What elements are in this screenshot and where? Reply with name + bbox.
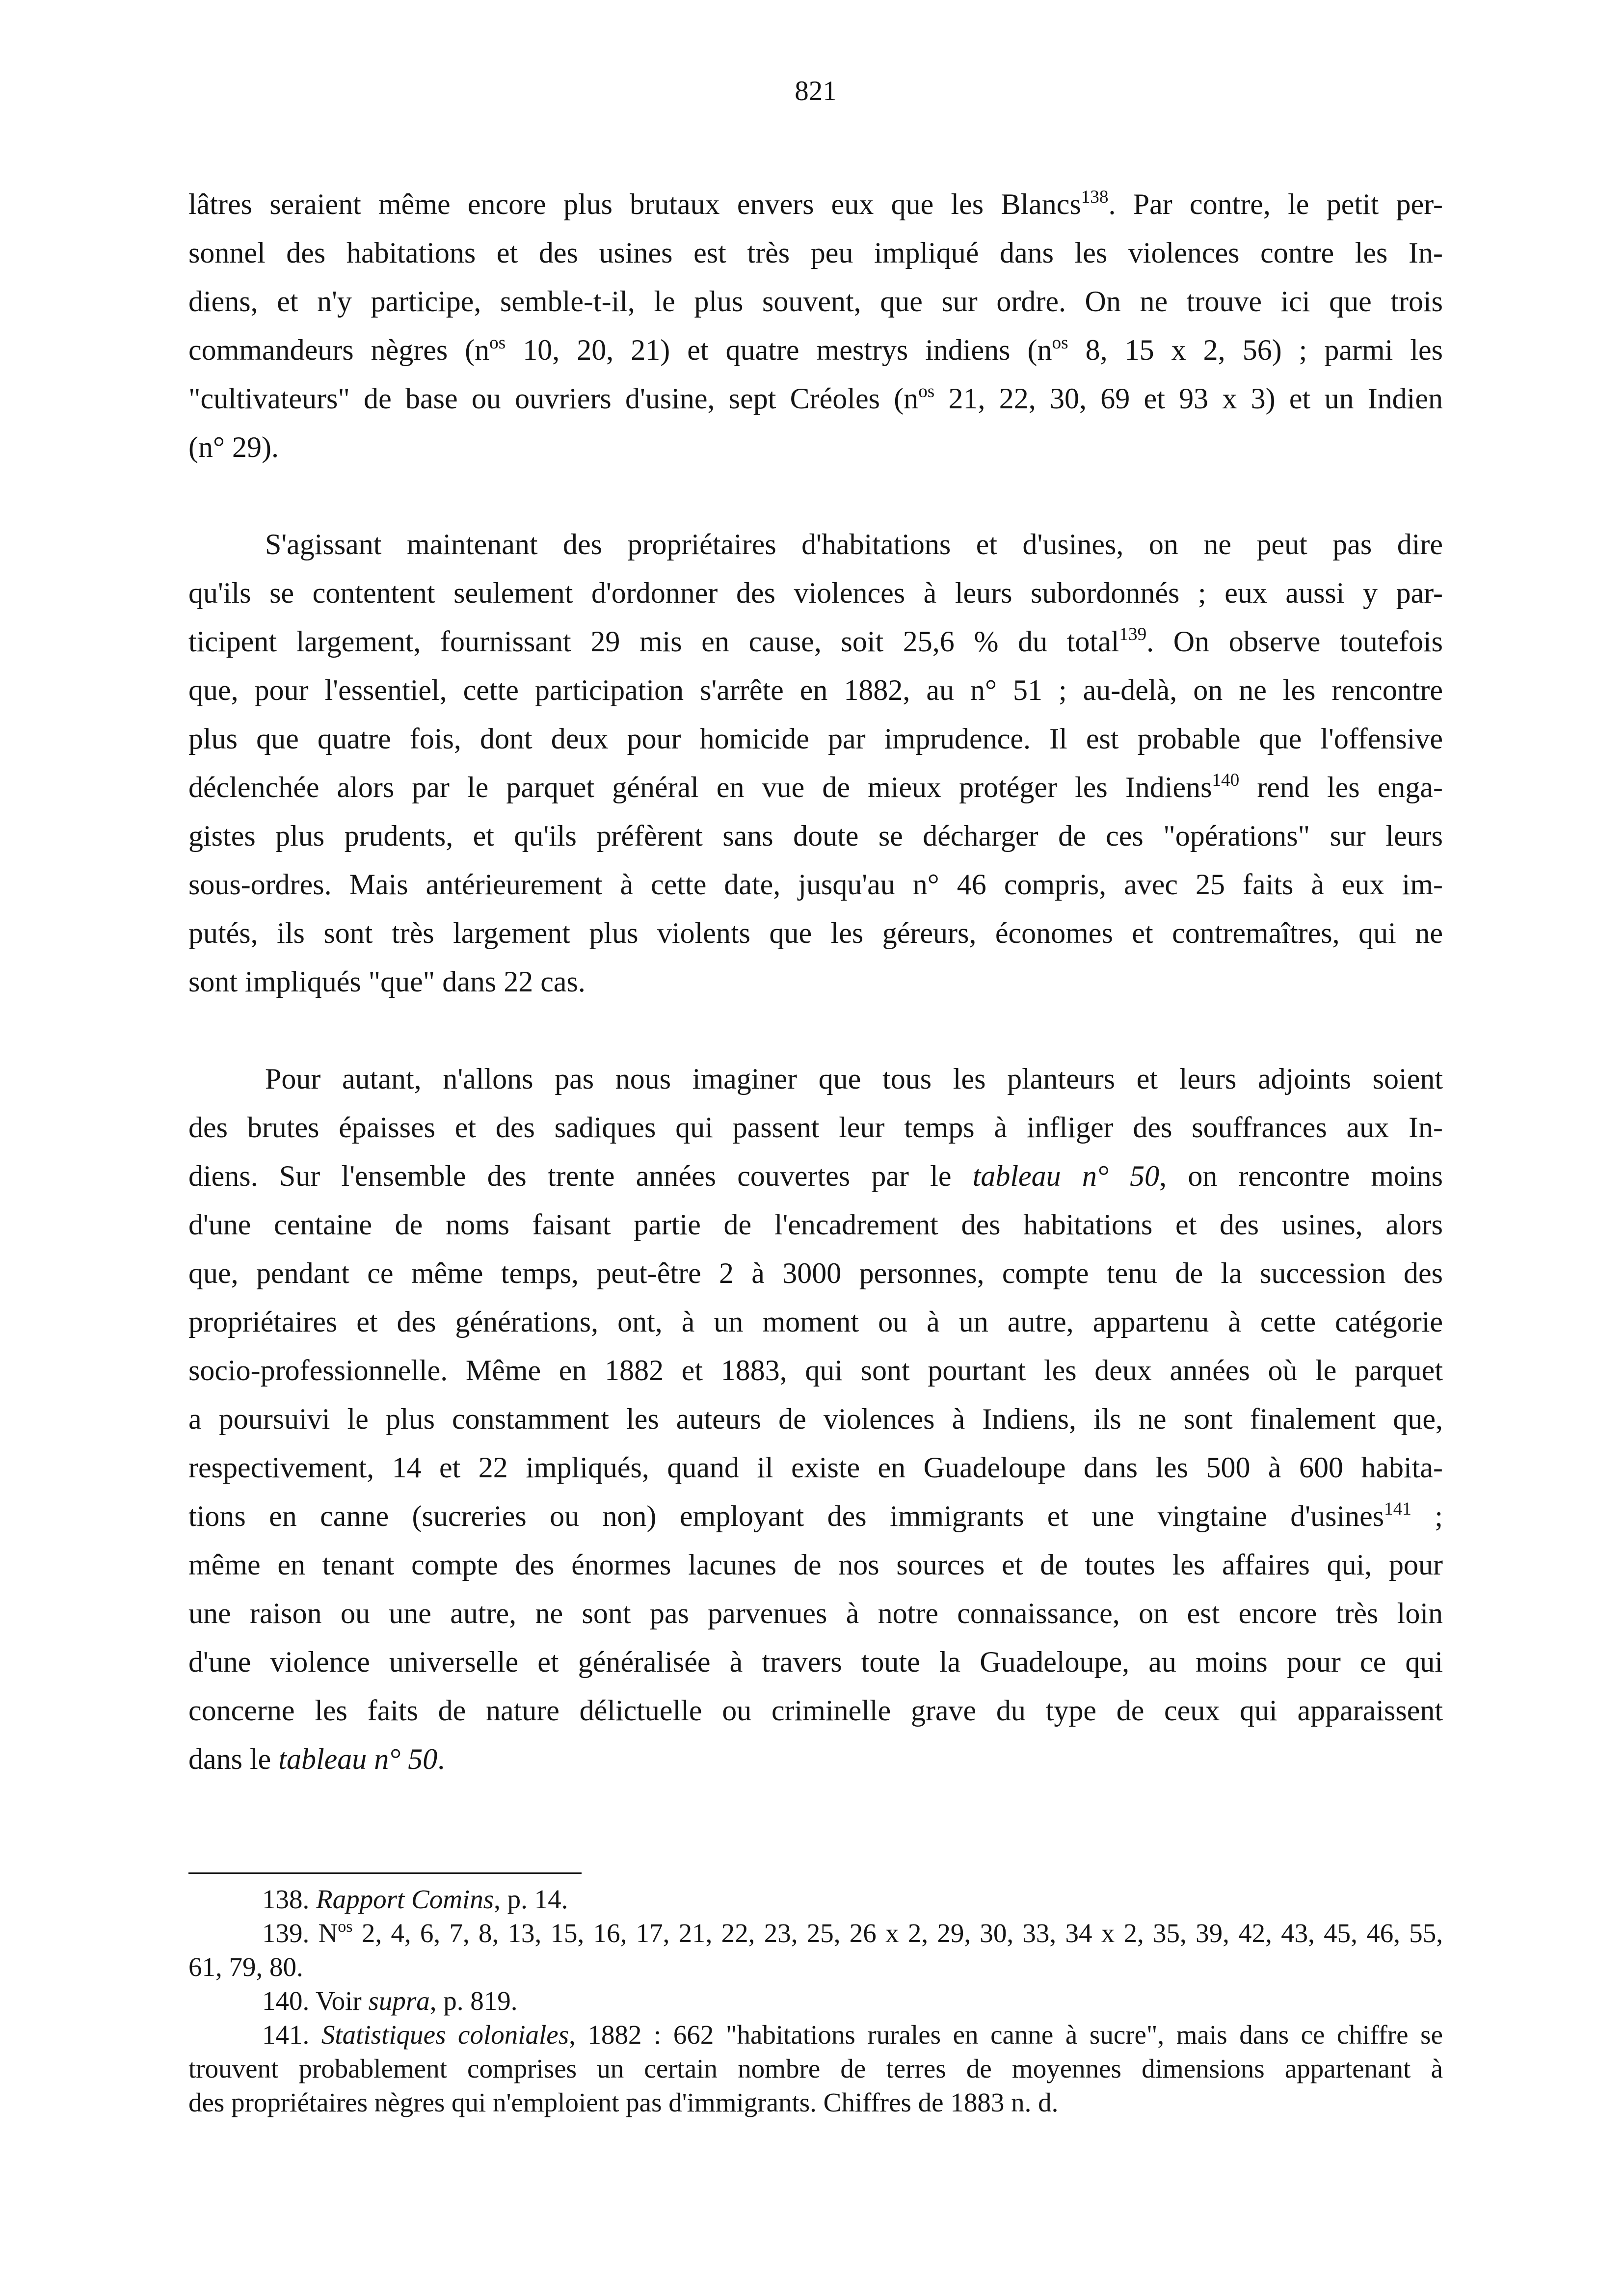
text-line [188,715,1443,763]
text-line [188,763,1443,812]
text-line [188,909,1443,958]
paragraph [188,520,1443,1006]
text-run: une raison ou une autre, ne sont pas parvenues à notre connaissance, on est encore très loin [188,1597,1443,1629]
text-line [188,326,1443,374]
text-run: . [437,1743,445,1775]
footnote-separator [188,1872,582,1874]
text-run: des brutes épaisses et des sadiques qui passent leur temps à infliger des souffrances aux In- [188,1111,1443,1144]
text-line [188,277,1443,326]
text-run: gistes plus prudents, et qu'ils préfèrent sans doute se décharger de ces "opérations" sur leurs [188,820,1443,852]
footnote [188,1984,1443,2018]
text-line [188,1201,1443,1249]
italic-text: Statistiques coloniales [321,2020,569,2050]
text-line [188,2018,1443,2052]
text-run: Pour autant, n'allons pas nous imaginer que tous les planteurs et leurs adjoints soient [265,1063,1443,1095]
text-run: , on rencontre moins [1159,1160,1443,1192]
text-run: des propriétaires nègres qui n'emploient pas d'immigrants. Chiffres de 1883 n. d. [188,2087,1059,2117]
page-number: 821 [795,76,837,107]
text-run: (n° 29). [188,431,279,463]
text-line [188,1346,1443,1395]
text-run: sont impliqués "que" dans 22 cas. [188,965,585,998]
text-run: qu'ils se contentent seulement d'ordonner des violences à leurs subordonnés ; eux aussi y par- [188,577,1443,609]
text-line [188,1298,1443,1346]
text-run: diens, et n'y participe, semble-t-il, le plus souvent, que sur ordre. On ne trouve ici que trois [188,285,1443,318]
text-line [188,860,1443,909]
text-line [188,1589,1443,1638]
text-run: lâtres seraient même encore plus brutaux envers eux que les Blancs [188,188,1081,220]
text-line [188,666,1443,715]
superscript-text: os [338,1917,353,1936]
text-run: , p. 819. [429,1986,518,2016]
text-run: 140. Voir [262,1986,369,2016]
text-run: commandeurs nègres (n [188,334,490,366]
text-run: 139. N [262,1918,338,1948]
text-run: ; [1411,1500,1443,1532]
text-run: 2, 4, 6, 7, 8, 13, 15, 16, 17, 21, 22, 23, 25, 26 x 2, 29, 30, 33, 34 x 2, 35, 39, 42, 43, 45, 46, 55, [352,1918,1443,1948]
superscript-text: os [918,381,935,401]
footnote [188,1916,1443,1984]
text-run: . Par contre, le petit per- [1108,188,1443,220]
text-run: "cultivateurs" de base ou ouvriers d'usine, sept Créoles (n [188,382,919,415]
text-run: même en tenant compte des énormes lacunes de nos sources et de toutes les affaires qui, pour [188,1548,1443,1581]
text-line [188,1492,1443,1541]
text-run: 138. [262,1884,316,1914]
italic-text: tableau n° 50 [972,1160,1160,1192]
text-line [188,1735,1443,1784]
text-run: d'une violence universelle et généralisée à travers toute la Guadeloupe, au moins pour ce qui [188,1646,1443,1678]
text-run: concerne les faits de nature délictuelle ou criminelle grave du type de ceux qui apparaissent [188,1694,1443,1727]
text-run: tions en canne (sucreries ou non) employant des immigrants et une vingtaine d'usines [188,1500,1384,1532]
text-line [188,229,1443,277]
text-line [188,1916,1443,1950]
footnote-reference: 138 [1081,187,1109,207]
text-run: sonnel des habitations et des usines est très peu impliqué dans les violences contre les In- [188,237,1443,269]
text-run: socio-professionnelle. Même en 1882 et 1883, qui sont pourtant les deux années où le parquet [188,1354,1443,1387]
text-run: propriétaires et des générations, ont, à un moment ou à un autre, appartenu à cette catégorie [188,1306,1443,1338]
text-line [188,1103,1443,1152]
text-run: a poursuivi le plus constamment les auteurs de violences à Indiens, ils ne sont finalement que, [188,1403,1443,1435]
text-line [188,1950,1443,1984]
text-run: S'agissant maintenant des propriétaires d'habitations et d'usines, on ne peut pas dire [265,528,1443,561]
italic-text: Rapport Comins [316,1884,494,1914]
text-line [188,1443,1443,1492]
text-run: rend les enga- [1239,771,1443,803]
text-run: 141. [262,2020,321,2050]
text-run: que, pour l'essentiel, cette participation s'arrête en 1882, au n° 51 ; au-delà, on ne les rencontre [188,674,1443,706]
text-line [188,812,1443,860]
text-line [188,958,1443,1006]
text-line [188,1984,1443,2018]
text-line [188,1055,1443,1103]
text-line [188,1249,1443,1298]
footnote-reference: 140 [1212,770,1240,790]
footnote-reference: 139 [1119,624,1147,644]
text-line [188,1686,1443,1735]
italic-text: supra [368,1986,430,2016]
text-run: . On observe toutefois [1146,625,1443,658]
text-run: respectivement, 14 et 22 impliqués, quand il existe en Guadeloupe dans les 500 à 600 habita- [188,1451,1443,1484]
text-line [188,1395,1443,1443]
text-line [188,423,1443,472]
text-run: 61, 79, 80. [188,1952,303,1982]
text-run: 10, 20, 21) et quatre mestrys indiens (n [506,334,1052,366]
text-run: d'une centaine de noms faisant partie de l'encadrement des habitations et des usines, alors [188,1208,1443,1241]
text-run: plus que quatre fois, dont deux pour homicide par imprudence. Il est probable que l'offensive [188,722,1443,755]
paragraph [188,1055,1443,1784]
text-line [188,1882,1443,1916]
text-line [188,374,1443,423]
text-run: trouvent probablement comprises un certain nombre de terres de moyennes dimensions appartenant à [188,2054,1443,2083]
text-run: diens. Sur l'ensemble des trente années couvertes par le [188,1160,973,1192]
text-run: 8, 15 x 2, 56) ; parmi les [1068,334,1443,366]
text-run: dans le [188,1743,279,1775]
text-line [188,617,1443,666]
text-line [188,520,1443,569]
text-run: sous-ordres. Mais antérieurement à cette date, jusqu'au n° 46 compris, avec 25 faits à eux im- [188,868,1443,901]
text-run: , 1882 : 662 "habitations rurales en canne à sucre", mais dans ce chiffre se [569,2020,1443,2050]
body-text [188,180,1443,1784]
superscript-text: os [1052,332,1068,353]
italic-text: tableau n° 50 [278,1743,438,1775]
footnote-reference: 141 [1384,1498,1411,1519]
text-line [188,180,1443,229]
text-run: 21, 22, 30, 69 et 93 x 3) et un Indien [934,382,1443,415]
footnote [188,2018,1443,2119]
text-line [188,1152,1443,1201]
text-run: que, pendant ce même temps, peut-être 2 à 3000 personnes, compte tenu de la succession des [188,1257,1443,1289]
footnote [188,1882,1443,1916]
text-line [188,2085,1443,2119]
text-line [188,1638,1443,1686]
text-run: , p. 14. [494,1884,568,1914]
text-line [188,2052,1443,2085]
text-run: déclenchée alors par le parquet général en vue de mieux protéger les Indiens [188,771,1212,803]
text-run: putés, ils sont très largement plus violents que les géreurs, économes et contremaîtres, qui ne [188,917,1443,949]
text-line [188,1541,1443,1589]
text-run: ticipent largement, fournissant 29 mis en cause, soit 25,6 % du total [188,625,1119,658]
superscript-text: os [489,332,506,353]
paragraph [188,180,1443,472]
footnotes [188,1882,1443,2119]
text-line [188,569,1443,617]
